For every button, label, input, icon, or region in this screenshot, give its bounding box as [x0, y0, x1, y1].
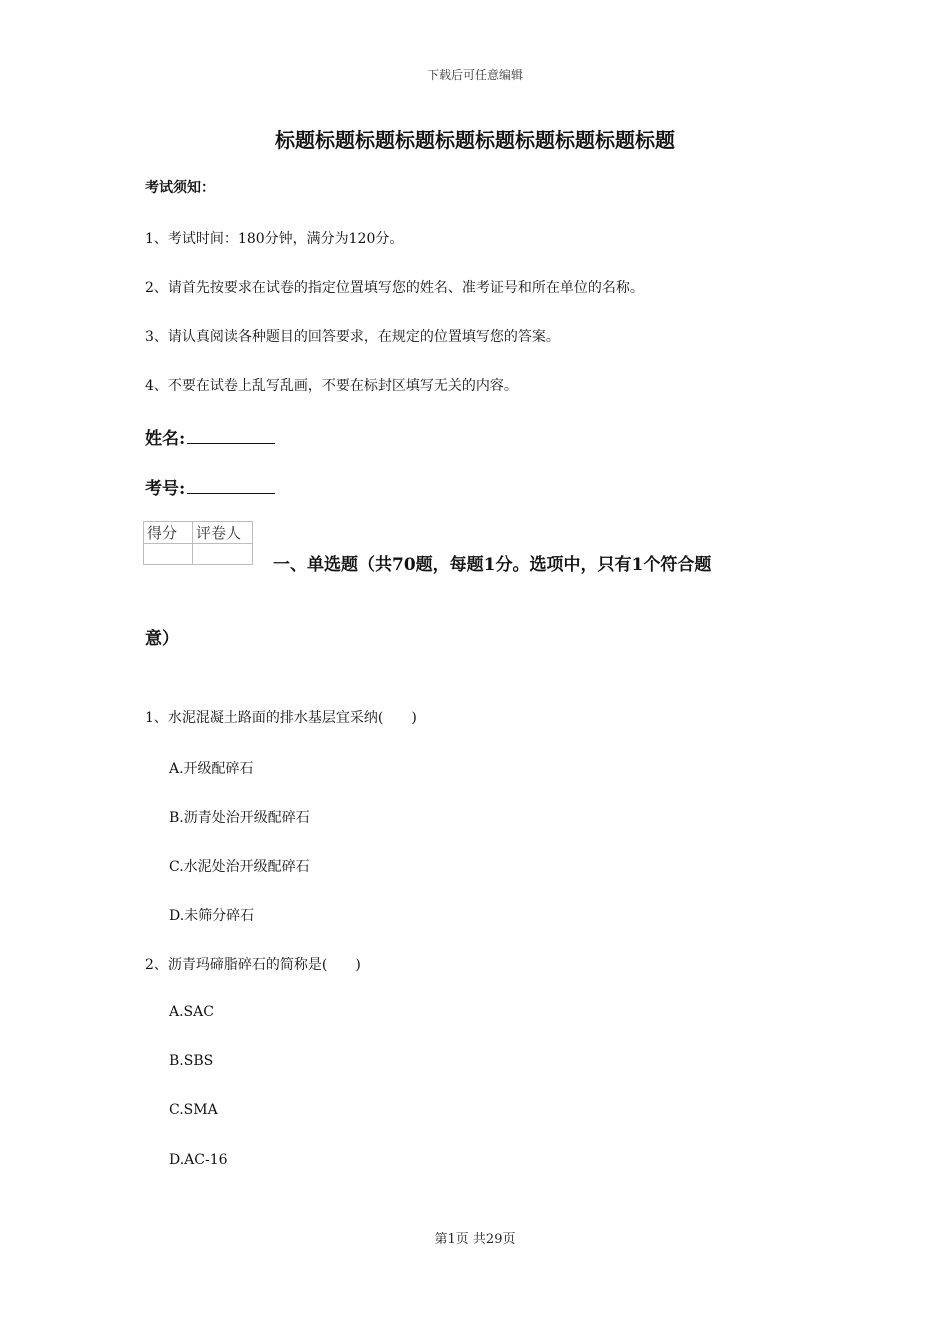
question-2-option-b[interactable]: B.SBS: [169, 1053, 214, 1069]
question-2-option-c[interactable]: C.SMA: [169, 1102, 218, 1118]
score-label: 得分: [144, 522, 193, 544]
section-title: 一、单选题（共70题，每题1分。选项中，只有1个符合题: [273, 555, 712, 575]
exam-id-label: 考号:: [145, 479, 186, 499]
notice-item: 2、请首先按要求在试卷的指定位置填写您的姓名、准考证号和所在单位的名称。: [145, 280, 644, 296]
name-field[interactable]: [145, 424, 275, 449]
document-title: 标题标题标题标题标题标题标题标题标题标题: [275, 128, 675, 152]
question-1: 1、水泥混凝土路面的排水基层宜采纳( ): [145, 710, 417, 726]
score-cell[interactable]: [144, 544, 193, 565]
section-title-continued: 意）: [145, 629, 179, 649]
grader-label: 评卷人: [193, 522, 253, 544]
question-1-option-b[interactable]: B.沥青处治开级配碎石: [169, 810, 310, 826]
question-1-option-a[interactable]: A.开级配碎石: [169, 761, 254, 777]
notice-item: 4、不要在试卷上乱写乱画，不要在标封区填写无关的内容。: [145, 378, 518, 394]
page-footer: 第1页 共29页: [434, 1232, 516, 1247]
header-note: 下载后可任意编辑: [426, 68, 523, 82]
name-label: 姓名:: [145, 429, 186, 449]
exam-id-field[interactable]: [145, 474, 275, 499]
question-1-option-d[interactable]: D.未筛分碎石: [169, 908, 255, 924]
exam-id-blank-line[interactable]: [187, 479, 275, 494]
grader-cell[interactable]: [193, 544, 253, 565]
notice-heading: 考试须知：: [145, 180, 215, 196]
question-2-option-d[interactable]: D.AC-16: [169, 1152, 228, 1168]
notice-item: 3、请认真阅读各种题目的回答要求，在规定的位置填写您的答案。: [145, 329, 560, 345]
question-1-option-c[interactable]: C.水泥处治开级配碎石: [169, 859, 310, 875]
name-blank-line[interactable]: [187, 429, 275, 444]
notice-item: 1、考试时间：180分钟，满分为120分。: [145, 231, 404, 247]
score-box: [143, 521, 253, 565]
question-2: 2、沥青玛碲脂碎石的简称是( ): [145, 957, 361, 973]
question-2-option-a[interactable]: A.SAC: [169, 1004, 214, 1020]
